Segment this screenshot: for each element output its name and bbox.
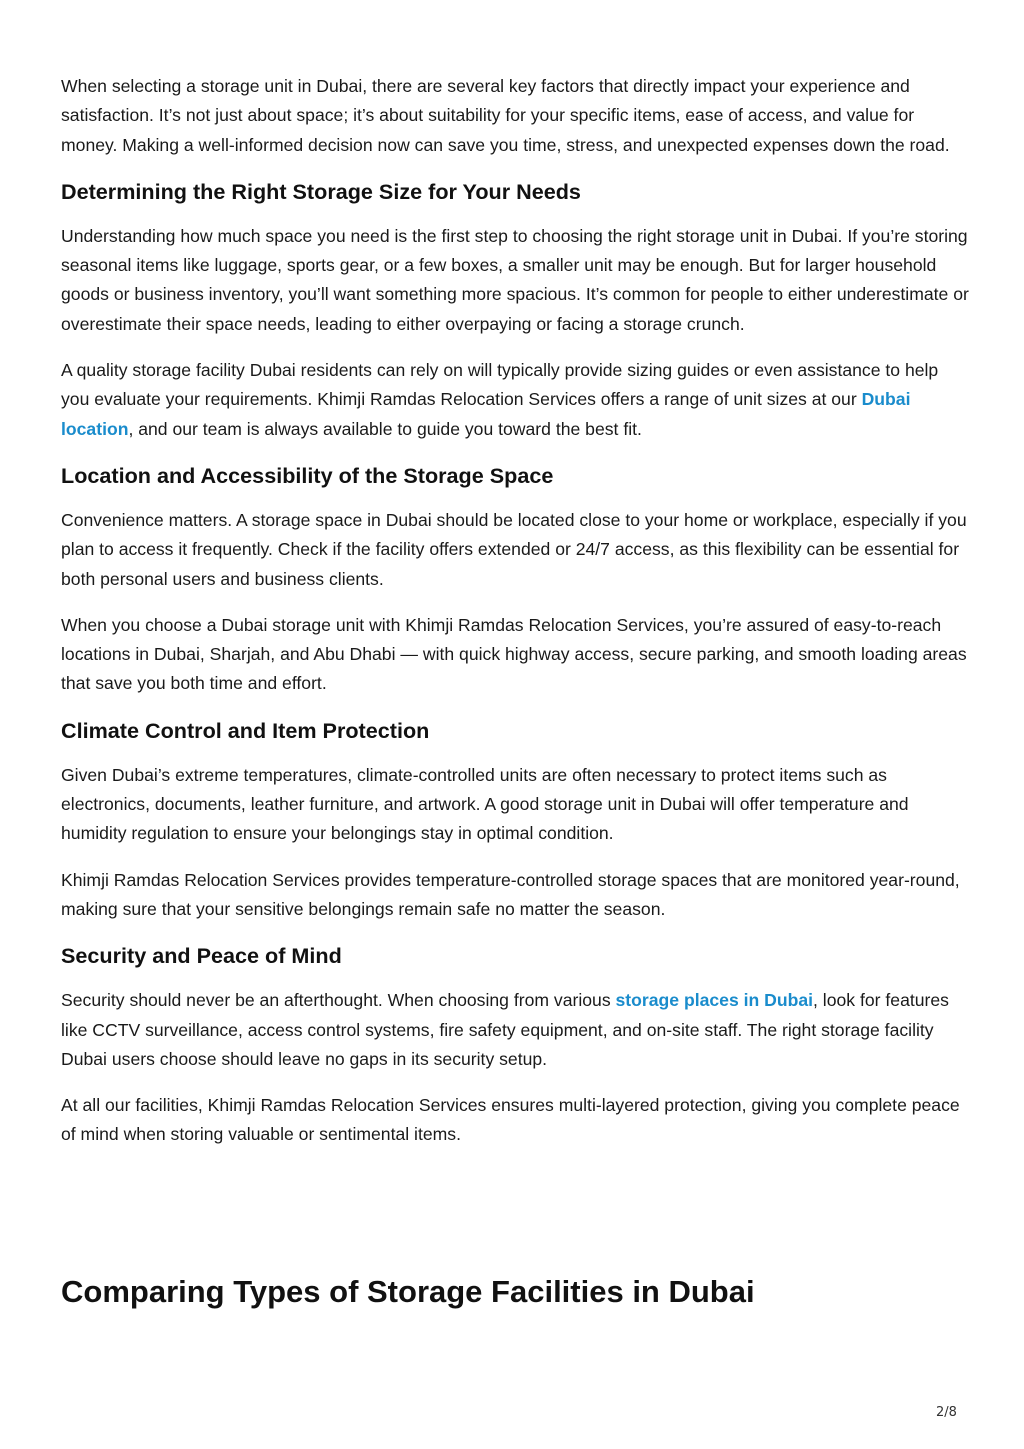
security-paragraph-1 bbox=[61, 986, 969, 1074]
climate-paragraph-2: Khimji Ramdas Relocation Services provides temperature-controlled storage spaces that are monitored year-round, making sure that your sensitive belongings remain safe no matter the season. bbox=[61, 869, 960, 919]
section-heading-size: Determining the Right Storage Size for Your Needs bbox=[61, 178, 581, 204]
page-number: 2/8 bbox=[936, 1405, 957, 1420]
comparing-heading: Comparing Types of Storage Facilities in Dubai bbox=[61, 1274, 755, 1309]
size-paragraph-2 bbox=[61, 356, 969, 444]
climate-paragraph-1: Given Dubai’s extreme temperatures, climate-controlled units are often necessary to protect items such as electronics, documents, leather furniture, and artwork. A good storage unit in Dubai will offer temperature and humidity regulation to ensure your belongings stay in optimal condition. bbox=[61, 764, 909, 844]
security-paragraph-1-text-after: , look for features like CCTV surveillance, access control systems, fire safety equipment, and on-site staff. The right storage facility Dubai users choose should leave no gaps in its security setup. bbox=[61, 990, 949, 1069]
storage-places-link[interactable]: storage places in Dubai bbox=[615, 990, 814, 1011]
dubai-location-link[interactable]: Dubai location bbox=[61, 389, 911, 439]
location-paragraph-1: Convenience matters. A storage space in Dubai should be located close to your home or workplace, especially if you plan to access it frequently. Check if the facility offers extended or 24/7 access, as this flexibility can be essential for both personal users and business clients. bbox=[61, 509, 967, 589]
section-heading-location: Location and Accessibility of the Storage Space bbox=[61, 462, 554, 488]
size-paragraph-2-text-after: , and our team is always available to guide you toward the best fit. bbox=[128, 418, 642, 439]
security-paragraph-2: At all our facilities, Khimji Ramdas Relocation Services ensures multi-layered protection, giving you complete peace of mind when storing valuable or sentimental items. bbox=[61, 1095, 960, 1145]
document-body bbox=[61, 72, 969, 1167]
location-paragraph-2: When you choose a Dubai storage unit with Khimji Ramdas Relocation Services, you’re assured of easy-to-reach locations in Dubai, Sharjah, and Abu Dhabi — with quick highway access, secure parking, and smooth loading areas that save you both time and effort. bbox=[61, 614, 967, 694]
intro-paragraph: When selecting a storage unit in Dubai, there are several key factors that directly impact your experience and satisfaction. It’s not just about space; it’s about suitability for your specific items, ease of access, and value for money. Making a well-informed decision now can save you time, stress, and unexpected expenses down the road. bbox=[61, 76, 950, 155]
size-paragraph-2-text-before: A quality storage facility Dubai residents can rely on will typically provide sizing guides or even assistance to help you evaluate your requirements. Khimji Ramdas Relocation Services offers a range of unit sizes at our bbox=[61, 360, 939, 410]
size-paragraph-1: Understanding how much space you need is the first step to choosing the right storage unit in Dubai. If you’re storing seasonal items like luggage, sports gear, or a few boxes, a smaller unit may be enough. But for larger household goods or business inventory, you’ll want something more spacious. It’s common for people to either underestimate or overestimate their space needs, leading to either overpaying or facing a storage crunch. bbox=[61, 225, 969, 334]
section-heading-climate: Climate Control and Item Protection bbox=[61, 717, 430, 743]
security-paragraph-1-text-before: Security should never be an afterthought. When choosing from various bbox=[61, 990, 616, 1011]
section-heading-security: Security and Peace of Mind bbox=[61, 943, 342, 969]
